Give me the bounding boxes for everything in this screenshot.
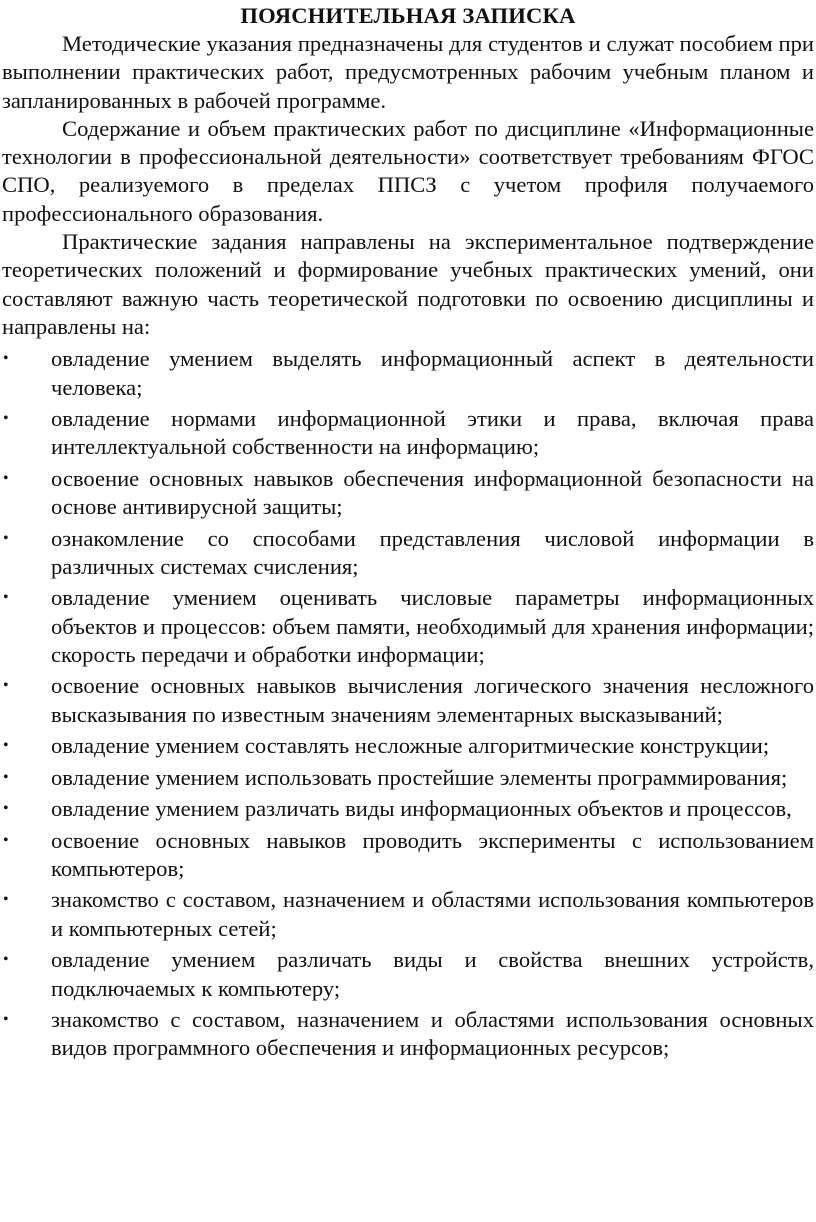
bullet-icon: •	[3, 589, 9, 607]
bullet-icon: •	[3, 1011, 9, 1029]
list-item	[2, 345, 814, 402]
bullet-icon: •	[3, 677, 9, 695]
list-item	[2, 465, 814, 522]
list-item	[2, 1006, 814, 1063]
list-item	[2, 827, 814, 884]
bullet-icon: •	[3, 800, 9, 818]
bullet-icon: •	[3, 891, 9, 909]
paragraph-purpose: Методические указания предназначены для студентов и служат пособием при выполнении практических работ, предусмотренных рабочим учебным планом и запланированных в рабочей программе.	[2, 31, 814, 113]
bullet-icon: •	[3, 469, 9, 487]
bullet-icon: •	[3, 350, 9, 368]
paragraph-content: Содержание и объем практических работ по дисциплине «Информационные технологии в профессиональной деятельности» соответствует требованиям ФГОС СПО, реализуемого в пределах ППСЗ с учетом профиля получаемого профессионального образования.	[2, 115, 814, 226]
list-item-text: овладение умением различать виды информационных объектов и процессов,	[51, 796, 792, 822]
list-item	[2, 886, 814, 943]
bullet-icon: •	[3, 831, 9, 849]
list-item	[2, 764, 814, 792]
list-item-text: овладение умением составлять несложные алгоритмические конструкции;	[51, 733, 770, 759]
bullet-icon: •	[3, 529, 9, 547]
bullet-icon: •	[3, 951, 9, 969]
bullet-icon: •	[3, 768, 9, 786]
list-item-text: овладение умением использовать простейшие элементы программирования;	[51, 764, 788, 790]
list-item	[2, 946, 814, 1003]
list-item	[2, 584, 814, 669]
list-item-text: овладение умением оценивать числовые параметры информационных объектов и процессов: объем памяти, необходимый для хранения информации; скорость передачи и обработки информации;	[51, 585, 814, 667]
list-item-text: ознакомление со способами представления числовой информации в различных системах счисления;	[51, 525, 814, 579]
list-item-text: освоение основных навыков вычисления логического значения несложного высказывания по известным значениям элементарных высказываний;	[51, 673, 814, 727]
paragraph-tasks: Практические задания направлены на экспериментальное подтверждение теоретических положений и формирование учебных практических умений, они составляют важную часть теоретической подготовки по освоению дисциплины и направлены на:	[2, 229, 814, 339]
list-item	[2, 672, 814, 729]
list-item-text: овладение нормами информационной этики и права, включая права интеллектуальной собственности на информацию;	[51, 406, 814, 460]
list-item-text: знакомство с составом, назначением и областями использования основных видов программного обеспечения и информационных ресурсов;	[51, 1007, 814, 1061]
bullet-icon: •	[3, 410, 9, 428]
list-item-text: знакомство с составом, назначением и областями использования компьютеров и компьютерных сетей;	[51, 887, 814, 941]
page-title: ПОЯСНИТЕЛЬНАЯ ЗАПИСКА	[240, 3, 576, 28]
list-item	[2, 525, 814, 582]
list-item	[2, 732, 814, 760]
goals-list	[2, 345, 814, 1062]
bullet-icon: •	[3, 737, 9, 755]
list-item	[2, 405, 814, 462]
list-item	[2, 795, 814, 823]
list-item-text: освоение основных навыков обеспечения информационной безопасности на основе антивирусной защиты;	[51, 465, 814, 520]
list-item-text: овладение умением различать виды и свойства внешних устройств, подключаемых к компьютеру;	[51, 947, 814, 1001]
list-item-text: освоение основных навыков проводить эксперименты с использованием компьютеров;	[51, 827, 814, 881]
list-item-text: овладение умением выделять информационный аспект в деятельности человека;	[51, 346, 814, 400]
